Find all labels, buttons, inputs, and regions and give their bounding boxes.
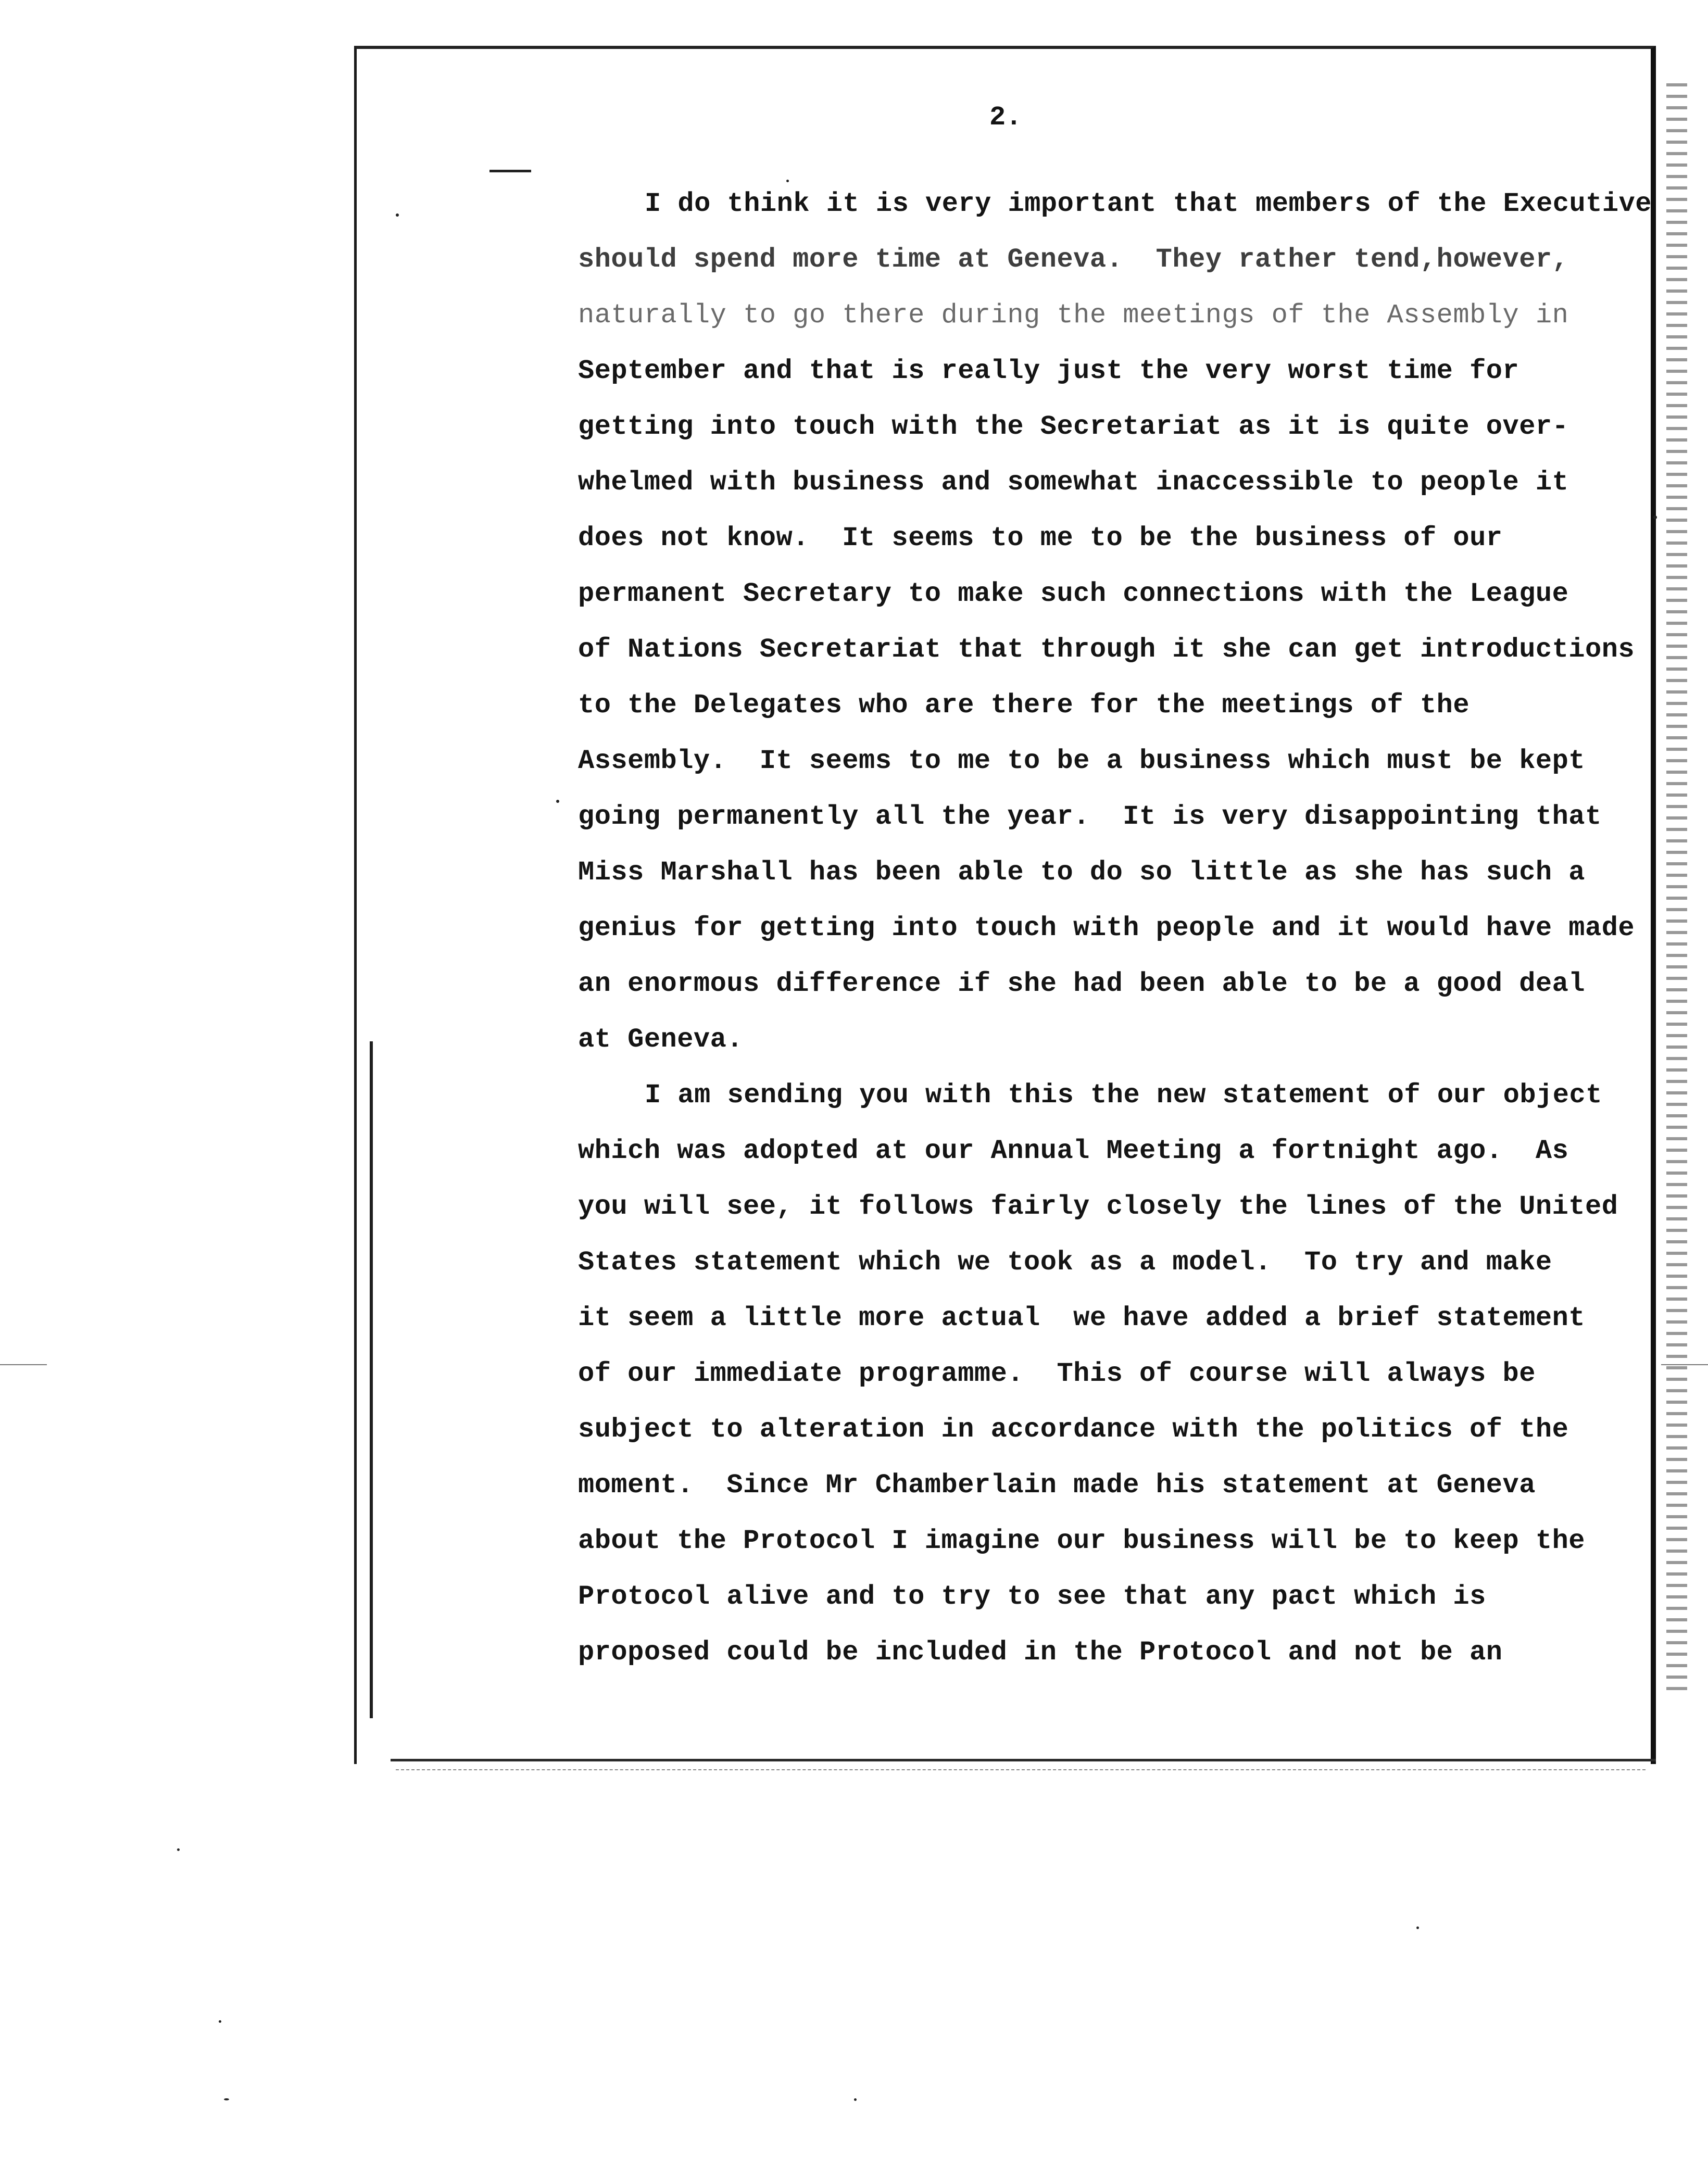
- text-line: should spend more time at Geneva. They rather tend,however,: [578, 244, 1569, 275]
- paragraph: [578, 1067, 1651, 1680]
- scan-edge-noise: [1666, 83, 1687, 1697]
- text-line: of Nations Secretariat that through it she can get introductions: [578, 634, 1635, 665]
- paragraph: [578, 176, 1651, 1067]
- page-bottom-edge: [391, 1759, 1656, 1761]
- text-line: you will see, it follows fairly closely the lines of the United: [578, 1191, 1618, 1222]
- text-line: moment. Since Mr Chamberlain made his statement at Geneva: [578, 1470, 1536, 1501]
- margin-crop-mark: [0, 1364, 47, 1365]
- text-line: I am sending you with this the new statement of our object: [645, 1080, 1602, 1111]
- text-line: it seem a little more actual we have added a brief statement: [578, 1303, 1586, 1333]
- margin-pen-mark: [489, 170, 531, 177]
- page-bottom-shadow: [396, 1769, 1646, 1770]
- text-line: at Geneva.: [578, 1024, 744, 1055]
- margin-crop-mark: [1661, 1364, 1708, 1365]
- text-line: does not know. It seems to me to be the business of our: [578, 523, 1503, 553]
- text-line: getting into touch with the Secretariat as it is quite over-: [578, 411, 1569, 442]
- text-line: naturally to go there during the meetings of the Assembly in: [578, 300, 1569, 331]
- scan-speck: [177, 1848, 180, 1851]
- text-line: Protocol alive and to try to see that any pact which is: [578, 1581, 1486, 1612]
- text-line: of our immediate programme. This of course will always be: [578, 1358, 1536, 1389]
- text-line: whelmed with business and somewhat inaccessible to people it: [578, 467, 1569, 498]
- text-line: subject to alteration in accordance with the politics of the: [578, 1414, 1569, 1445]
- letter-body: [578, 176, 1651, 1680]
- text-line: going permanently all the year. It is very disappointing that: [578, 801, 1602, 832]
- text-line: an enormous difference if she had been able to be a good deal: [578, 968, 1586, 999]
- text-line: permanent Secretary to make such connections with the League: [578, 578, 1569, 609]
- scan-speck: [556, 800, 559, 803]
- page-number: 2.: [989, 102, 1022, 133]
- scan-speck: [224, 2098, 229, 2100]
- scan-speck: [219, 2020, 221, 2023]
- left-margin-edge: [370, 1041, 373, 1718]
- text-line: about the Protocol I imagine our business will be to keep the: [578, 1526, 1586, 1556]
- text-line: to the Delegates who are there for the meetings of the: [578, 690, 1470, 721]
- text-line: which was adopted at our Annual Meeting a fortnight ago. As: [578, 1136, 1569, 1166]
- scan-speck: [854, 2098, 857, 2101]
- text-line: I do think it is very important that members of the Executive: [645, 188, 1652, 219]
- text-line: September and that is really just the very worst time for: [578, 356, 1519, 386]
- scan-speck: [1653, 515, 1657, 519]
- text-line: States statement which we took as a model. To try and make: [578, 1247, 1552, 1278]
- text-line: genius for getting into touch with people and it would have made: [578, 913, 1635, 943]
- text-line: proposed could be included in the Protocol and not be an: [578, 1637, 1503, 1668]
- text-line: Miss Marshall has been able to do so little as she has such a: [578, 857, 1586, 888]
- scan-speck: [396, 213, 399, 217]
- text-line: Assembly. It seems to me to be a business which must be kept: [578, 746, 1586, 776]
- scan-speck: [1416, 1926, 1419, 1929]
